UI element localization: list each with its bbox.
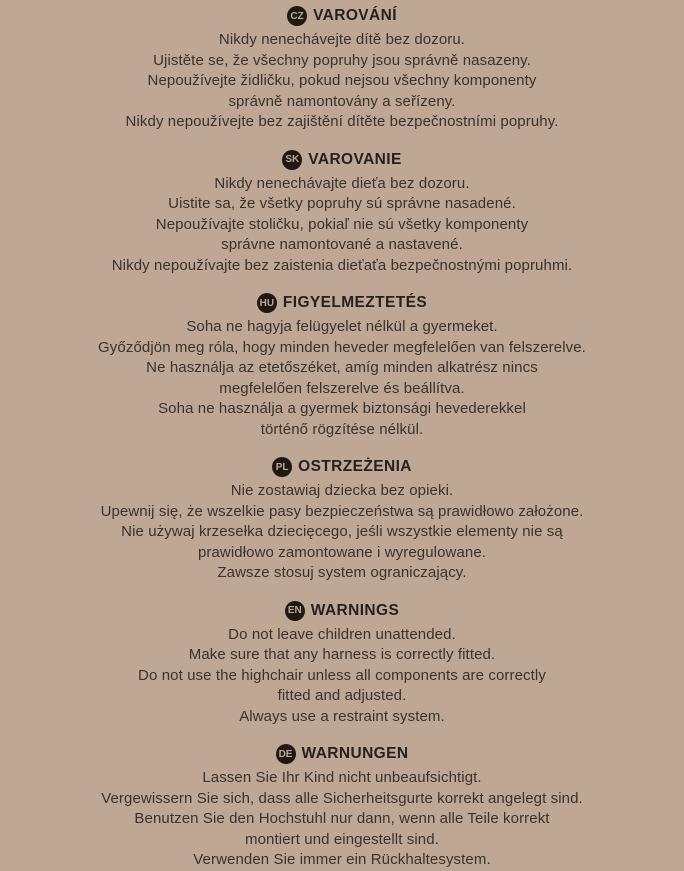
language-badge-en: EN	[285, 601, 305, 621]
warning-line: Nikdy nepoužívajte bez zaistenia dieťaťa bezpečnostnými popruhmi.	[111, 256, 573, 274]
section-title-hu: FIGYELMEZTETÉS	[282, 294, 428, 311]
section-header-cz	[0, 5, 684, 27]
warning-line: Nikdy nenechávajte dieťa bez dozoru.	[214, 174, 470, 192]
section-header-sk	[0, 149, 684, 171]
warning-line: Nepoužívajte stoličku, pokiaľ nie sú všetky komponenty	[155, 215, 529, 233]
language-badge-pl: PL	[272, 457, 292, 477]
section-header-hu	[0, 292, 684, 314]
warning-section-de	[0, 743, 684, 871]
warning-line: Nie używaj krzesełka dziecięcego, jeśli wszystkie elementy nie są	[121, 523, 563, 540]
language-badge-hu: HU	[257, 293, 277, 313]
warning-line: Benutzen Sie den Hochstuhl nur dann, wenn alle Teile korrekt	[134, 810, 550, 827]
warning-section-cz	[0, 5, 684, 133]
warning-line: Vergewissern Sie sich, dass alle Sicherheitsgurte korrekt angelegt sind.	[101, 789, 583, 807]
section-header-en	[0, 600, 684, 622]
warning-line: Verwenden Sie immer ein Rückhaltesystem.	[193, 851, 491, 868]
warning-line: Győződjön meg róla, hogy minden heveder megfelelően van felszerelve.	[98, 338, 586, 356]
warning-line: Zawsze stosuj system ograniczający.	[217, 564, 467, 581]
warning-line: Do not use the highchair unless all components are correctly	[138, 666, 546, 684]
warning-line: Uistite sa, že všetky popruhy sú správne nasadené.	[168, 195, 516, 212]
warning-line: Nikdy nenechávejte dítě bez dozoru.	[218, 31, 466, 48]
language-badge-cz: CZ	[287, 6, 307, 26]
warning-line: Nepoužívejte židličku, pokud nejsou všechny komponenty	[147, 72, 537, 89]
language-badge-sk: SK	[282, 150, 302, 170]
section-title-en: WARNINGS	[310, 601, 400, 619]
warning-section-en	[0, 600, 684, 728]
warning-line: Make sure that any harness is correctly fitted.	[188, 646, 496, 663]
section-title-sk: VAROVANIE	[308, 150, 402, 168]
section-title-pl: OSTRZEŻENIA	[298, 458, 412, 475]
warning-line: Ne használja az etetőszéket, amíg minden alkatrész nincs	[146, 359, 538, 376]
warning-section-sk	[0, 149, 684, 277]
warning-line: Ujistěte se, že všechny popruhy jsou správně nasazeny.	[153, 51, 531, 69]
warning-line: Upewnij się, że wszelkie pasy bezpieczeństwa są prawidłowo założone.	[100, 502, 584, 520]
warning-line: megfelelően felszerelve és beállítva.	[219, 379, 465, 397]
warning-line: Soha ne hagyja felügyelet nélkül a gyermeket.	[186, 318, 498, 335]
warning-line: Lassen Sie Ihr Kind nicht unbeaufsichtigt.	[202, 769, 482, 786]
warning-line: történő rögzítése nélkül.	[260, 420, 424, 438]
section-title-cz: VAROVÁNÍ	[313, 7, 397, 24]
warning-line: správně namontovány a seřízeny.	[228, 92, 456, 110]
warning-line: Soha ne használja a gyermek biztonsági hevederekkel	[158, 400, 526, 417]
section-header-de	[0, 743, 684, 765]
warning-line: Always use a restraint system.	[239, 707, 445, 725]
section-title-de: WARNUNGEN	[301, 745, 409, 762]
warning-line: prawidłowo zamontowane i wyregulowane.	[197, 543, 487, 561]
warning-line: fitted and adjusted.	[277, 687, 407, 704]
warning-line: montiert und eingestellt sind.	[245, 830, 439, 848]
warning-line: správne namontované a nastavené.	[221, 236, 463, 253]
section-header-pl	[0, 456, 684, 478]
warning-line: Nikdy nepoužívejte bez zajištění dítěte bezpečnostními popruhy.	[125, 113, 559, 130]
warning-line: Nie zostawiaj dziecka bez opieki.	[230, 482, 454, 499]
warning-line: Do not leave children unattended.	[228, 625, 456, 643]
warning-section-hu	[0, 292, 684, 440]
warning-section-pl	[0, 456, 684, 584]
language-badge-de: DE	[276, 744, 296, 764]
